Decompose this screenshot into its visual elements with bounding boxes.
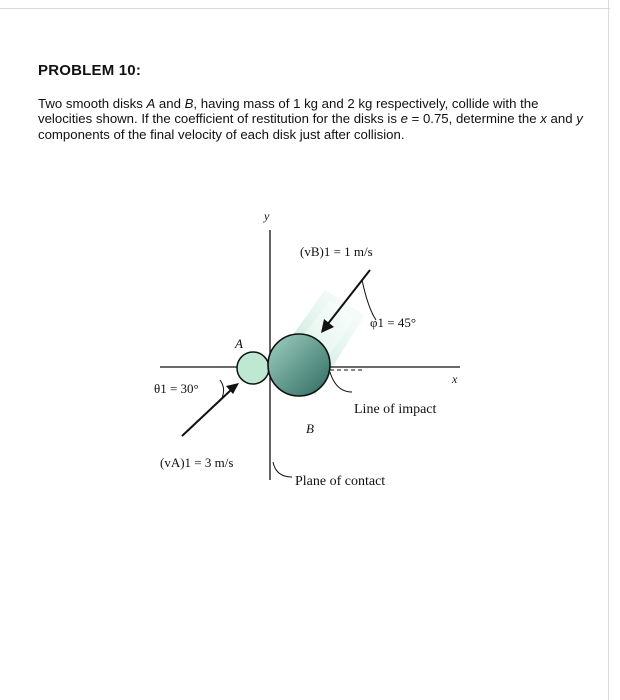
y-symbol: y <box>576 111 583 127</box>
disk-b-ref: B <box>184 96 194 111</box>
statement-text-1: Two smooth disks <box>38 96 147 111</box>
statement-text-5: and <box>546 111 577 127</box>
restitution-symbol: e <box>400 111 408 127</box>
vb-label: (vB)1 = 1 m/s <box>300 244 373 259</box>
statement-text-4: = 0.75, determine the <box>407 111 541 127</box>
collision-diagram <box>140 200 480 500</box>
phi-label: φ1 = 45° <box>370 315 417 330</box>
top-border <box>0 8 610 9</box>
theta-arc <box>220 380 224 398</box>
line-of-impact-leader <box>330 372 352 392</box>
disk-a-ref: A <box>146 96 156 111</box>
disk-b-label: B <box>306 421 314 436</box>
statement-text-3: , having mass of 1 kg and 2 kg respectively, collide with the velocities shown. If the coefficient of restitution for the disks is <box>38 96 539 127</box>
plane-of-contact-leader <box>273 462 292 477</box>
x-symbol: x <box>540 111 547 127</box>
disk-b <box>268 334 330 396</box>
statement-text-6: components of the final velocity of each disk just after collision. <box>38 126 405 142</box>
problem-title: PROBLEM 10: <box>38 62 142 79</box>
va-arrow-shaft <box>182 389 232 436</box>
disk-a-label: A <box>235 336 243 351</box>
plane-of-contact-label: Plane of contact <box>295 474 386 489</box>
phi-arc <box>362 280 376 320</box>
va-label: (vA)1 = 3 m/s <box>160 455 234 470</box>
line-of-impact-label: Line of impact <box>354 402 437 417</box>
disk-a <box>237 352 269 384</box>
theta-label: θ1 = 30° <box>154 381 199 396</box>
statement-text-2: and <box>155 96 185 111</box>
right-border <box>608 0 609 700</box>
y-axis-label: y <box>264 209 270 223</box>
problem-statement <box>38 96 586 142</box>
x-axis-label: x <box>452 372 458 386</box>
